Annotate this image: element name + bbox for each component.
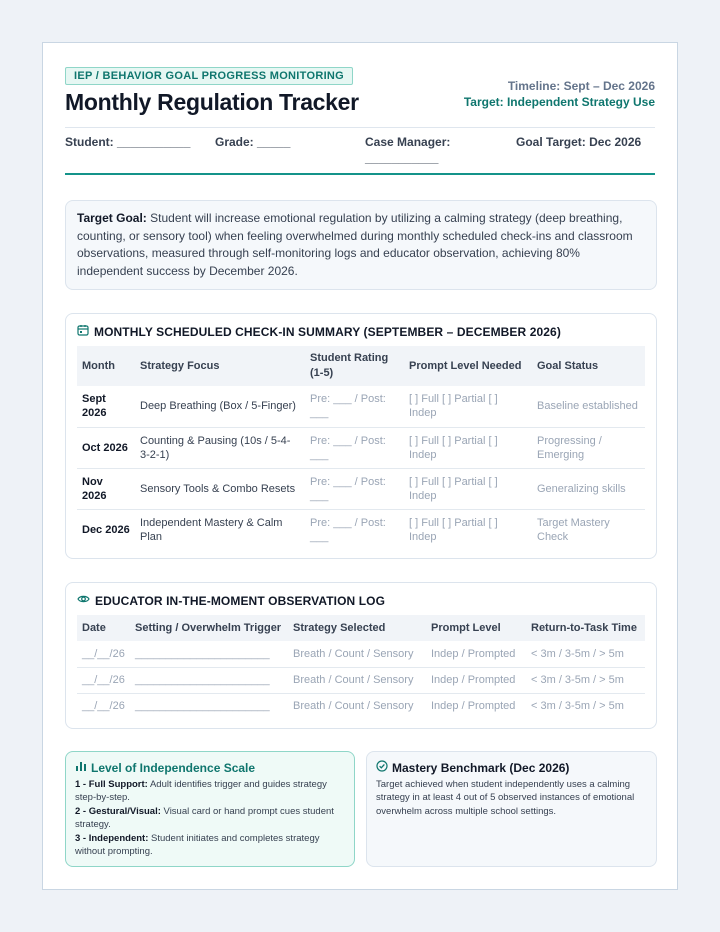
goal-status-cell: Target Mastery Check: [537, 516, 610, 543]
col-strategy-selected: Strategy Selected: [288, 615, 426, 641]
col-month: Month: [77, 346, 135, 386]
target-text: Target: Independent Strategy Use: [463, 95, 655, 109]
mastery-benchmark-heading: [376, 760, 647, 775]
mastery-benchmark-text: Target achieved when student independently uses a calming strategy in at least 4 out of 5 observed instances of emotional overwhelm across multiple school settings.: [376, 779, 635, 817]
observation-row: [77, 693, 645, 719]
independence-scale-box: [65, 751, 355, 867]
calendar-icon: [77, 324, 94, 339]
prompt-level-cell[interactable]: [ ] Full [ ] Partial [ ] Indep: [404, 386, 532, 427]
mastery-benchmark-title: Mastery Benchmark (Dec 2026): [392, 760, 570, 775]
checkin-summary-heading: [77, 324, 561, 339]
header-divider: [65, 127, 655, 128]
strategy-focus-cell: Sensory Tools & Combo Resets: [135, 468, 305, 509]
category-badge: IEP / BEHAVIOR GOAL PROGRESS MONITORING: [65, 67, 353, 85]
scale-item-label: 2 - Gestural/Visual:: [75, 805, 161, 817]
goal-status-cell: Generalizing skills: [532, 468, 645, 509]
independence-scale-heading: [75, 760, 345, 775]
checkin-row: [77, 509, 645, 550]
prompt-level-cell[interactable]: [ ] Full [ ] Partial [ ] Indep: [404, 427, 532, 468]
case-manager-line: ___________: [365, 151, 439, 165]
checkin-row: [77, 386, 645, 427]
scale-item-text: Adult identifies trigger and guides strategy step-by-step.: [75, 779, 327, 804]
month-cell: Dec 2026: [82, 523, 130, 536]
scale-item: [75, 832, 345, 859]
checkin-row: [77, 427, 645, 468]
page-title: Monthly Regulation Tracker: [65, 89, 359, 115]
rating-cell[interactable]: Pre: ___ / Post: ___: [305, 468, 404, 509]
bar-chart-icon: [75, 760, 91, 775]
observation-log-heading: [77, 593, 385, 608]
col-prompt-level: Prompt Level Needed: [404, 346, 532, 386]
observation-row: [77, 667, 645, 693]
scale-item-text: Visual card or hand prompt cues student strategy.: [75, 805, 334, 831]
target-goal-label: Target Goal:: [77, 211, 147, 225]
scale-item-label: 3 - Independent:: [75, 832, 149, 844]
strategy-focus-cell: Counting & Pausing (10s / 5-4-3-2-1): [135, 427, 305, 468]
case-manager-label: Case Manager:: [365, 135, 451, 149]
eye-icon: [77, 593, 95, 608]
col-student-rating: Student Rating (1-5): [305, 346, 404, 386]
checkin-summary-title: MONTHLY SCHEDULED CHECK-IN SUMMARY (SEPTEMBER – DECEMBER 2026): [94, 324, 561, 339]
strategy-cell[interactable]: Breath / Count / Sensory: [288, 667, 426, 693]
month-cell: Sept 2026: [77, 386, 135, 427]
student-field: Student: ___________: [65, 135, 191, 149]
prompt-cell[interactable]: Indep / Prompted: [426, 667, 526, 693]
strategy-cell[interactable]: Breath / Count / Sensory: [288, 641, 426, 667]
observation-log-card: [65, 582, 657, 729]
tracker-sheet: [42, 42, 678, 890]
timeline-text: Timeline: Sept – Dec 2026: [507, 79, 655, 93]
date-cell[interactable]: __/__/26: [77, 641, 130, 667]
return-time-cell[interactable]: < 3m / 3-5m / > 5m: [531, 700, 624, 713]
rating-cell[interactable]: Pre: ___ / Post: ___: [310, 516, 386, 543]
prompt-cell[interactable]: Indep / Prompted: [431, 700, 516, 713]
observation-table: [77, 615, 645, 719]
goal-status-cell: Baseline established: [532, 386, 645, 427]
col-strategy-focus: Strategy Focus: [135, 346, 305, 386]
prompt-level-cell[interactable]: [ ] Full [ ] Partial [ ] Indep: [409, 516, 498, 543]
grade-field: Grade: _____: [215, 135, 291, 149]
target-goal-text: Student will increase emotional regulation by utilizing a calming strategy (deep breathing, counting, or sensory tool) when feeling overwhelmed during monthly scheduled check-ins and classroom observations, measured through self-monitoring logs and educator observation, achieving 80% independent success by December 2026.: [77, 211, 633, 278]
checkin-table: [77, 346, 645, 550]
scale-item-text: Student initiates and completes strategy without prompting.: [75, 832, 320, 858]
month-cell: Oct 2026: [77, 427, 135, 468]
return-time-cell[interactable]: < 3m / 3-5m / > 5m: [526, 667, 645, 693]
col-prompt-level: Prompt Level: [426, 615, 526, 641]
observation-row: [77, 641, 645, 667]
setting-cell[interactable]: ______________________: [130, 667, 288, 693]
strategy-focus-cell: Independent Mastery & Calm Plan: [140, 516, 283, 543]
col-date: Date: [77, 615, 130, 641]
rating-cell[interactable]: Pre: ___ / Post: ___: [305, 386, 404, 427]
checkin-row: [77, 468, 645, 509]
col-setting-trigger: Setting / Overwhelm Trigger: [130, 615, 288, 641]
strategy-focus-cell: Deep Breathing (Box / 5-Finger): [135, 386, 305, 427]
scale-item: [75, 805, 345, 832]
date-cell[interactable]: __/__/26: [77, 667, 130, 693]
case-manager-field: [365, 134, 450, 166]
date-cell[interactable]: __/__/26: [82, 700, 125, 713]
col-return-time: Return-to-Task Time: [526, 615, 645, 641]
teal-divider: [65, 173, 655, 175]
goal-status-cell: Progressing / Emerging: [532, 427, 645, 468]
checkin-summary-card: [65, 313, 657, 559]
rating-cell[interactable]: Pre: ___ / Post: ___: [305, 427, 404, 468]
scale-item: [75, 778, 345, 805]
setting-cell[interactable]: ______________________: [130, 641, 288, 667]
target-goal-box: [65, 200, 657, 290]
prompt-cell[interactable]: Indep / Prompted: [426, 641, 526, 667]
scale-item-label: 1 - Full Support:: [75, 779, 148, 790]
col-goal-status: Goal Status: [532, 346, 645, 386]
goal-target-field: Goal Target: Dec 2026: [516, 135, 642, 149]
observation-log-title: EDUCATOR IN-THE-MOMENT OBSERVATION LOG: [95, 593, 386, 608]
return-time-cell[interactable]: < 3m / 3-5m / > 5m: [526, 641, 645, 667]
setting-cell[interactable]: ______________________: [135, 700, 270, 713]
independence-scale-title: Level of Independence Scale: [91, 760, 256, 775]
mastery-benchmark-box: [366, 751, 657, 867]
check-circle-icon: [376, 760, 392, 775]
month-cell: Nov 2026: [77, 468, 135, 509]
strategy-cell[interactable]: Breath / Count / Sensory: [293, 700, 414, 713]
prompt-level-cell[interactable]: [ ] Full [ ] Partial [ ] Indep: [404, 468, 532, 509]
